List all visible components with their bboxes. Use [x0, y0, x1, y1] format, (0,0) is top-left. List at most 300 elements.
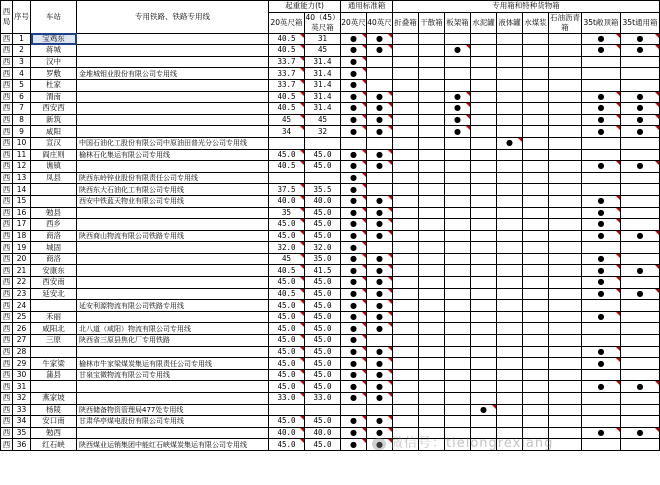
cell-capacity-20[interactable]: 34 [269, 126, 305, 138]
cell-bureau[interactable]: 西 [1, 68, 13, 80]
cell-cement-tank[interactable] [471, 103, 497, 115]
cell-35t-open-top[interactable] [582, 323, 621, 335]
cell-capacity-40[interactable]: 31.4 [305, 68, 341, 80]
cell-bureau[interactable]: 西 [1, 184, 13, 196]
cell-capacity-40[interactable]: 33.0 [305, 393, 341, 405]
cell-asphalt[interactable] [549, 172, 582, 184]
cell-35t-open-top[interactable] [582, 207, 621, 219]
cell-bureau[interactable]: 西 [1, 277, 13, 289]
cell-folding[interactable] [393, 288, 419, 300]
cell-asphalt[interactable] [549, 381, 582, 393]
cell-flat-rack[interactable] [445, 253, 471, 265]
cell-coal-slurry[interactable] [523, 56, 549, 68]
cell-35t-open-top[interactable] [582, 56, 621, 68]
cell-35t-open-top[interactable] [582, 265, 621, 277]
table-row[interactable] [1, 427, 660, 439]
cell-folding[interactable] [393, 416, 419, 428]
cell-station[interactable]: 宝鸡东 [31, 33, 77, 45]
cell-capacity-20[interactable]: 45.0 [269, 230, 305, 242]
cell-bureau[interactable]: 西 [1, 172, 13, 184]
cell-coal-slurry[interactable] [523, 346, 549, 358]
cell-folding[interactable] [393, 265, 419, 277]
cell-line[interactable] [77, 427, 269, 439]
cell-35t-open-top[interactable] [582, 114, 621, 126]
col-header-special-group[interactable]: 专用箱和特种货物箱 [393, 1, 660, 13]
cell-bureau[interactable]: 西 [1, 265, 13, 277]
cell-station[interactable]: 阎庄则 [31, 149, 77, 161]
cell-std40[interactable] [367, 184, 393, 196]
cell-liquid-tank[interactable] [497, 33, 523, 45]
col-header-standard-group[interactable]: 通用标准箱 [341, 1, 393, 13]
cell-station[interactable]: 咸阳 [31, 126, 77, 138]
cell-line[interactable]: 陕西省三原县焦化厂专用铁路 [77, 335, 269, 347]
cell-std20[interactable] [341, 184, 367, 196]
cell-dry-bulk[interactable] [419, 335, 445, 347]
col-header-bureau[interactable]: 西局 [1, 1, 13, 34]
cell-35t-open-top[interactable] [582, 346, 621, 358]
cell-capacity-20[interactable]: 33.7 [269, 68, 305, 80]
cell-bureau[interactable]: 西 [1, 253, 13, 265]
cell-cement-tank[interactable] [471, 358, 497, 370]
cell-std40[interactable] [367, 253, 393, 265]
table-row[interactable] [1, 184, 660, 196]
table-row[interactable] [1, 219, 660, 231]
cell-35t-general[interactable] [621, 416, 660, 428]
cell-index[interactable]: 19 [13, 242, 31, 254]
cell-35t-general[interactable] [621, 439, 660, 451]
cell-capacity-40[interactable]: 31 [305, 33, 341, 45]
cell-capacity-20[interactable]: 32.0 [269, 242, 305, 254]
cell-35t-general[interactable] [621, 288, 660, 300]
cell-std40[interactable] [367, 335, 393, 347]
cell-capacity-20[interactable]: 45.0 [269, 335, 305, 347]
cell-station[interactable]: 西安南 [31, 277, 77, 289]
cell-station[interactable]: 凤县 [31, 172, 77, 184]
cell-capacity-20[interactable]: 40.5 [269, 33, 305, 45]
cell-asphalt[interactable] [549, 277, 582, 289]
cell-asphalt[interactable] [549, 230, 582, 242]
cell-bureau[interactable]: 西 [1, 416, 13, 428]
cell-station[interactable] [31, 346, 77, 358]
cell-std20[interactable] [341, 230, 367, 242]
cell-bureau[interactable]: 西 [1, 56, 13, 68]
cell-dry-bulk[interactable] [419, 172, 445, 184]
cell-line[interactable]: 金堆城钼业股份有限公司专用线 [77, 68, 269, 80]
cell-35t-open-top[interactable] [582, 79, 621, 91]
cell-std40[interactable] [367, 439, 393, 451]
cell-folding[interactable] [393, 68, 419, 80]
cell-35t-open-top[interactable] [582, 404, 621, 416]
cell-capacity-20[interactable]: 37.5 [269, 184, 305, 196]
cell-capacity-40[interactable]: 45.0 [305, 288, 341, 300]
cell-cement-tank[interactable] [471, 253, 497, 265]
cell-35t-general[interactable] [621, 149, 660, 161]
cell-std40[interactable] [367, 416, 393, 428]
cell-asphalt[interactable] [549, 91, 582, 103]
cell-cement-tank[interactable] [471, 33, 497, 45]
cell-asphalt[interactable] [549, 219, 582, 231]
cell-capacity-20[interactable] [269, 404, 305, 416]
cell-station[interactable]: 勉西 [31, 427, 77, 439]
col-header-cap40[interactable]: 40（45）英尺箱 [305, 12, 340, 32]
cell-35t-open-top[interactable] [582, 45, 621, 57]
cell-station[interactable]: 杜家 [31, 79, 77, 91]
cell-liquid-tank[interactable] [497, 114, 523, 126]
cell-coal-slurry[interactable] [523, 381, 549, 393]
cell-coal-slurry[interactable] [523, 288, 549, 300]
cell-liquid-tank[interactable] [497, 56, 523, 68]
cell-asphalt[interactable] [549, 335, 582, 347]
cell-folding[interactable] [393, 149, 419, 161]
cell-line[interactable]: 北八道（咸阳）物流有限公司专用线 [77, 323, 269, 335]
table-row[interactable] [1, 323, 660, 335]
cell-line[interactable]: 陕西东岭锌业股份有限责任公司专用线 [77, 172, 269, 184]
cell-capacity-40[interactable]: 40.0 [305, 195, 341, 207]
cell-folding[interactable] [393, 253, 419, 265]
cell-35t-general[interactable] [621, 404, 660, 416]
cell-35t-general[interactable] [621, 311, 660, 323]
cell-line[interactable]: 榆林石化集运有限公司专用线 [77, 149, 269, 161]
cell-cement-tank[interactable] [471, 230, 497, 242]
cell-station[interactable]: 安康东 [31, 265, 77, 277]
cell-capacity-40[interactable]: 45.0 [305, 230, 341, 242]
cell-flat-rack[interactable] [445, 68, 471, 80]
cell-folding[interactable] [393, 126, 419, 138]
cell-cement-tank[interactable] [471, 219, 497, 231]
cell-dry-bulk[interactable] [419, 311, 445, 323]
cell-cement-tank[interactable] [471, 137, 497, 149]
cell-capacity-20[interactable]: 45 [269, 253, 305, 265]
cell-std20[interactable] [341, 277, 367, 289]
cell-coal-slurry[interactable] [523, 207, 549, 219]
cell-coal-slurry[interactable] [523, 253, 549, 265]
cell-liquid-tank[interactable] [497, 137, 523, 149]
cell-capacity-40[interactable]: 31.4 [305, 91, 341, 103]
table-row[interactable] [1, 335, 660, 347]
table-row[interactable] [1, 45, 660, 57]
cell-index[interactable]: 2 [13, 45, 31, 57]
cell-35t-open-top[interactable] [582, 103, 621, 115]
cell-coal-slurry[interactable] [523, 404, 549, 416]
cell-35t-open-top[interactable] [582, 358, 621, 370]
cell-bureau[interactable]: 西 [1, 288, 13, 300]
cell-35t-general[interactable] [621, 242, 660, 254]
cell-index[interactable]: 34 [13, 416, 31, 428]
cell-index[interactable]: 9 [13, 126, 31, 138]
cell-std20[interactable] [341, 288, 367, 300]
cell-asphalt[interactable] [549, 103, 582, 115]
cell-bureau[interactable]: 西 [1, 149, 13, 161]
cell-station[interactable]: 禾丽 [31, 311, 77, 323]
cell-line[interactable] [77, 277, 269, 289]
cell-flat-rack[interactable] [445, 393, 471, 405]
cell-dry-bulk[interactable] [419, 346, 445, 358]
cell-line[interactable] [77, 381, 269, 393]
cell-std40[interactable] [367, 149, 393, 161]
cell-cement-tank[interactable] [471, 114, 497, 126]
cell-std40[interactable] [367, 33, 393, 45]
cell-index[interactable]: 20 [13, 253, 31, 265]
cell-index[interactable]: 5 [13, 79, 31, 91]
cell-coal-slurry[interactable] [523, 79, 549, 91]
cell-capacity-40[interactable]: 45.0 [305, 416, 341, 428]
cell-dry-bulk[interactable] [419, 161, 445, 173]
cell-bureau[interactable]: 西 [1, 358, 13, 370]
cell-std40[interactable] [367, 114, 393, 126]
cell-capacity-40[interactable]: 45 [305, 114, 341, 126]
cell-coal-slurry[interactable] [523, 45, 549, 57]
cell-std20[interactable] [341, 404, 367, 416]
cell-flat-rack[interactable] [445, 195, 471, 207]
cell-std40[interactable] [367, 68, 393, 80]
cell-35t-open-top[interactable] [582, 277, 621, 289]
cell-coal-slurry[interactable] [523, 358, 549, 370]
cell-index[interactable]: 25 [13, 311, 31, 323]
cell-35t-general[interactable] [621, 427, 660, 439]
cell-cement-tank[interactable] [471, 393, 497, 405]
cell-liquid-tank[interactable] [497, 161, 523, 173]
cell-cement-tank[interactable] [471, 126, 497, 138]
cell-index[interactable]: 8 [13, 114, 31, 126]
cell-folding[interactable] [393, 230, 419, 242]
cell-std20[interactable] [341, 369, 367, 381]
cell-station[interactable]: 汉中 [31, 56, 77, 68]
cell-capacity-20[interactable]: 45.0 [269, 346, 305, 358]
cell-index[interactable]: 17 [13, 219, 31, 231]
cell-bureau[interactable]: 西 [1, 79, 13, 91]
cell-cement-tank[interactable] [471, 68, 497, 80]
cell-bureau[interactable]: 西 [1, 91, 13, 103]
cell-std20[interactable] [341, 172, 367, 184]
cell-flat-rack[interactable] [445, 207, 471, 219]
col-header-cap20[interactable]: 20英尺箱 [269, 12, 305, 33]
cell-bureau[interactable]: 西 [1, 300, 13, 312]
cell-index[interactable]: 11 [13, 149, 31, 161]
cell-folding[interactable] [393, 91, 419, 103]
cell-35t-open-top[interactable] [582, 68, 621, 80]
table-row[interactable] [1, 404, 660, 416]
cell-flat-rack[interactable] [445, 427, 471, 439]
cell-capacity-20[interactable]: 40.5 [269, 103, 305, 115]
cell-station[interactable]: 安口南 [31, 416, 77, 428]
cell-flat-rack[interactable] [445, 114, 471, 126]
cell-std40[interactable] [367, 381, 393, 393]
cell-std20[interactable] [341, 323, 367, 335]
cell-station[interactable]: 谯镇 [31, 161, 77, 173]
cell-folding[interactable] [393, 56, 419, 68]
cell-coal-slurry[interactable] [523, 311, 549, 323]
cell-35t-open-top[interactable] [582, 439, 621, 451]
cell-capacity-20[interactable]: 45.0 [269, 311, 305, 323]
cell-flat-rack[interactable] [445, 346, 471, 358]
cell-35t-general[interactable] [621, 33, 660, 45]
cell-bureau[interactable]: 西 [1, 137, 13, 149]
cell-line[interactable] [77, 393, 269, 405]
cell-index[interactable]: 28 [13, 346, 31, 358]
cell-std20[interactable] [341, 45, 367, 57]
cell-capacity-20[interactable] [269, 137, 305, 149]
cell-coal-slurry[interactable] [523, 184, 549, 196]
cell-capacity-40[interactable] [305, 137, 341, 149]
cell-index[interactable]: 24 [13, 300, 31, 312]
cell-capacity-40[interactable]: 45.0 [305, 358, 341, 370]
table-row[interactable] [1, 416, 660, 428]
cell-index[interactable]: 35 [13, 427, 31, 439]
cell-coal-slurry[interactable] [523, 126, 549, 138]
cell-std20[interactable] [341, 103, 367, 115]
cell-index[interactable]: 22 [13, 277, 31, 289]
cell-line[interactable] [77, 161, 269, 173]
table-row[interactable] [1, 149, 660, 161]
cell-35t-open-top[interactable] [582, 33, 621, 45]
cell-std20[interactable] [341, 219, 367, 231]
cell-capacity-20[interactable]: 45.0 [269, 439, 305, 451]
cell-liquid-tank[interactable] [497, 323, 523, 335]
cell-cement-tank[interactable] [471, 427, 497, 439]
cell-flat-rack[interactable] [445, 323, 471, 335]
cell-35t-open-top[interactable] [582, 242, 621, 254]
cell-cement-tank[interactable] [471, 335, 497, 347]
cell-35t-general[interactable] [621, 45, 660, 57]
cell-liquid-tank[interactable] [497, 195, 523, 207]
cell-std40[interactable] [367, 265, 393, 277]
cell-35t-general[interactable] [621, 381, 660, 393]
cell-cement-tank[interactable] [471, 288, 497, 300]
cell-liquid-tank[interactable] [497, 79, 523, 91]
cell-liquid-tank[interactable] [497, 68, 523, 80]
cell-asphalt[interactable] [549, 358, 582, 370]
cell-dry-bulk[interactable] [419, 265, 445, 277]
cell-capacity-40[interactable]: 35.5 [305, 184, 341, 196]
table-row[interactable] [1, 300, 660, 312]
cell-flat-rack[interactable] [445, 219, 471, 231]
cell-index[interactable]: 33 [13, 404, 31, 416]
cell-folding[interactable] [393, 427, 419, 439]
table-row[interactable] [1, 79, 660, 91]
cell-capacity-40[interactable]: 45.0 [305, 369, 341, 381]
table-row[interactable] [1, 288, 660, 300]
cell-station[interactable] [31, 300, 77, 312]
cell-coal-slurry[interactable] [523, 161, 549, 173]
cell-asphalt[interactable] [549, 393, 582, 405]
cell-dry-bulk[interactable] [419, 68, 445, 80]
cell-line[interactable]: 陕西煤业运销集团中能红石峡煤炭集运有限公司专用线 [77, 439, 269, 451]
cell-35t-open-top[interactable] [582, 91, 621, 103]
cell-station[interactable]: 红石峡 [31, 439, 77, 451]
cell-asphalt[interactable] [549, 404, 582, 416]
cell-dry-bulk[interactable] [419, 195, 445, 207]
cell-capacity-40[interactable]: 45.0 [305, 346, 341, 358]
cell-station[interactable] [31, 184, 77, 196]
cell-std40[interactable] [367, 137, 393, 149]
cell-line[interactable] [77, 219, 269, 231]
table-row[interactable] [1, 126, 660, 138]
cell-capacity-20[interactable] [269, 172, 305, 184]
cell-std40[interactable] [367, 172, 393, 184]
cell-station[interactable]: 西乡 [31, 219, 77, 231]
cell-35t-open-top[interactable] [582, 219, 621, 231]
cell-asphalt[interactable] [549, 323, 582, 335]
cell-index[interactable]: 1 [13, 33, 31, 45]
cell-asphalt[interactable] [549, 311, 582, 323]
cell-line[interactable]: 甘泉宝微物流有限公司专用线 [77, 369, 269, 381]
cell-index[interactable]: 23 [13, 288, 31, 300]
cell-liquid-tank[interactable] [497, 393, 523, 405]
cell-capacity-20[interactable]: 40.5 [269, 288, 305, 300]
cell-station[interactable]: 蒋城 [31, 45, 77, 57]
cell-asphalt[interactable] [549, 45, 582, 57]
cell-asphalt[interactable] [549, 346, 582, 358]
cell-dry-bulk[interactable] [419, 369, 445, 381]
cell-index[interactable]: 32 [13, 393, 31, 405]
cell-asphalt[interactable] [549, 288, 582, 300]
cell-35t-open-top[interactable] [582, 230, 621, 242]
cell-bureau[interactable]: 西 [1, 103, 13, 115]
cell-std40[interactable] [367, 126, 393, 138]
cell-std40[interactable] [367, 427, 393, 439]
cell-liquid-tank[interactable] [497, 207, 523, 219]
cell-flat-rack[interactable] [445, 404, 471, 416]
cell-flat-rack[interactable] [445, 242, 471, 254]
cell-liquid-tank[interactable] [497, 277, 523, 289]
table-row[interactable] [1, 114, 660, 126]
cell-cement-tank[interactable] [471, 242, 497, 254]
cell-coal-slurry[interactable] [523, 219, 549, 231]
cell-dry-bulk[interactable] [419, 149, 445, 161]
cell-station[interactable]: 新筑 [31, 114, 77, 126]
cell-dry-bulk[interactable] [419, 91, 445, 103]
cell-flat-rack[interactable] [445, 56, 471, 68]
cell-bureau[interactable]: 西 [1, 161, 13, 173]
cell-dry-bulk[interactable] [419, 219, 445, 231]
cell-asphalt[interactable] [549, 195, 582, 207]
cell-coal-slurry[interactable] [523, 68, 549, 80]
cell-bureau[interactable]: 西 [1, 369, 13, 381]
col-header-coal-slurry[interactable]: 水煤浆 [523, 12, 549, 33]
cell-35t-general[interactable] [621, 126, 660, 138]
cell-coal-slurry[interactable] [523, 195, 549, 207]
cell-folding[interactable] [393, 33, 419, 45]
cell-folding[interactable] [393, 335, 419, 347]
cell-dry-bulk[interactable] [419, 277, 445, 289]
cell-folding[interactable] [393, 219, 419, 231]
cell-std20[interactable] [341, 358, 367, 370]
col-header-capacity[interactable]: 起重能力(t) [269, 1, 341, 13]
cell-35t-open-top[interactable] [582, 137, 621, 149]
cell-flat-rack[interactable] [445, 126, 471, 138]
cell-bureau[interactable]: 西 [1, 346, 13, 358]
cell-35t-general[interactable] [621, 79, 660, 91]
cell-station[interactable]: 商洛 [31, 230, 77, 242]
cell-bureau[interactable]: 西 [1, 323, 13, 335]
cell-flat-rack[interactable] [445, 172, 471, 184]
cell-liquid-tank[interactable] [497, 404, 523, 416]
cell-capacity-40[interactable]: 45.0 [305, 300, 341, 312]
cell-std40[interactable] [367, 311, 393, 323]
cell-coal-slurry[interactable] [523, 172, 549, 184]
cell-35t-open-top[interactable] [582, 416, 621, 428]
cell-station[interactable]: 三原 [31, 335, 77, 347]
cell-capacity-40[interactable]: 45.0 [305, 323, 341, 335]
cell-station[interactable]: 延安北 [31, 288, 77, 300]
cell-cement-tank[interactable] [471, 277, 497, 289]
cell-folding[interactable] [393, 323, 419, 335]
cell-capacity-40[interactable]: 45.0 [305, 439, 341, 451]
cell-folding[interactable] [393, 346, 419, 358]
cell-capacity-40[interactable]: 32.0 [305, 242, 341, 254]
cell-std20[interactable] [341, 161, 367, 173]
cell-asphalt[interactable] [549, 56, 582, 68]
